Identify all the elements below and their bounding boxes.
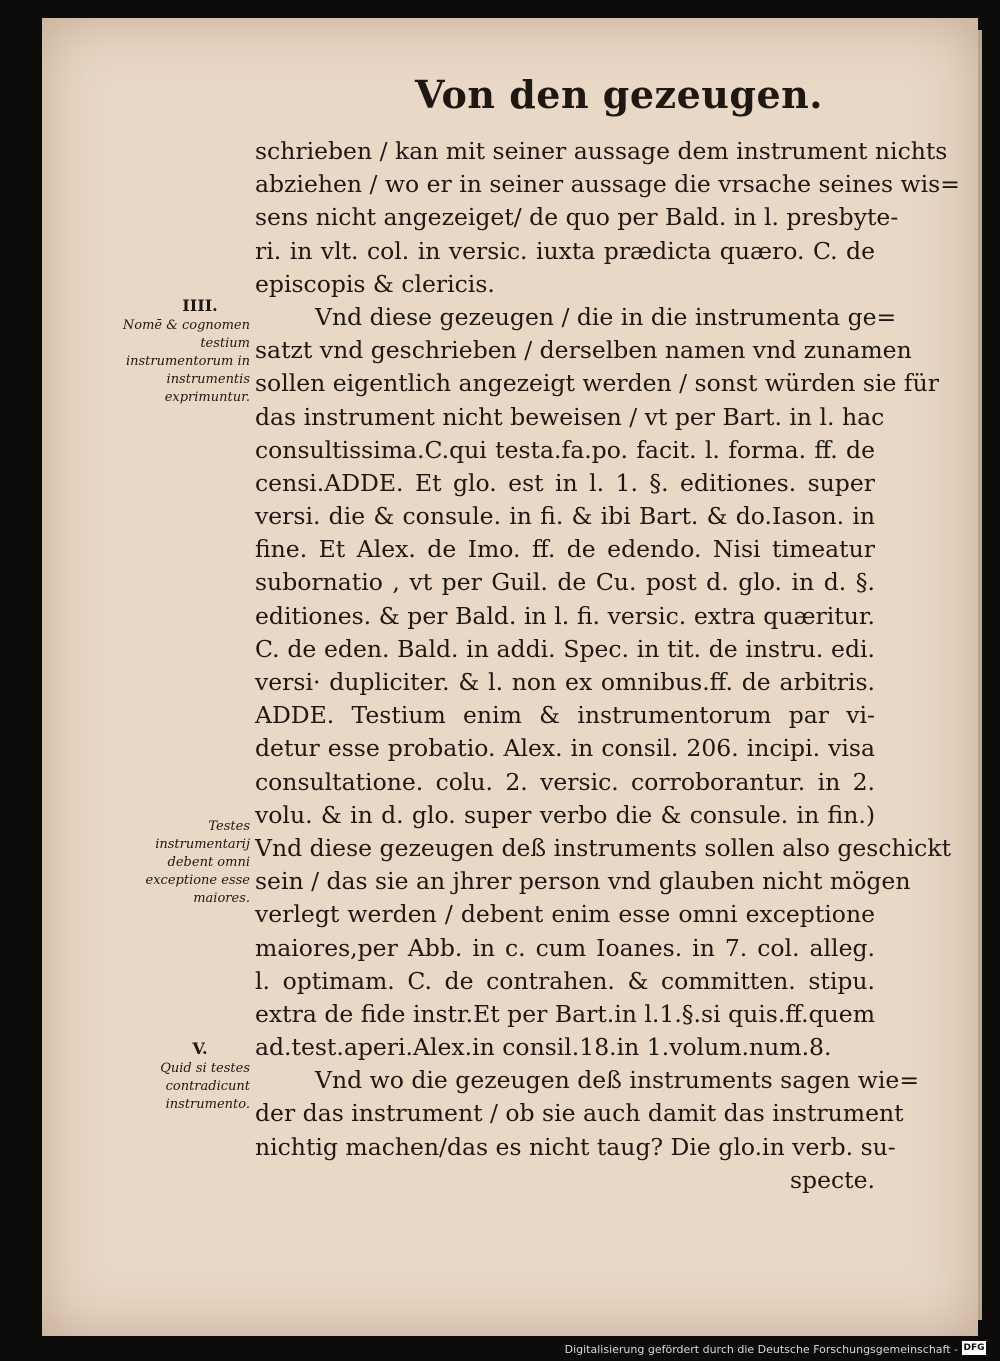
text-line: fine. Et Alex. de Imo. ff. de edendo. Nisi timeatur bbox=[255, 535, 875, 564]
text-line: sein / das sie an jhrer person vnd glauben nicht mögen bbox=[255, 867, 911, 896]
text-line: sollen eigentlich angezeigt werden / sonst würden sie für bbox=[255, 369, 939, 398]
text-line: episcopis & clericis. bbox=[255, 269, 495, 298]
text-line: editiones. & per Bald. in l. fi. versic. extra quæritur. bbox=[255, 601, 875, 630]
text-line: schrieben / kan mit seiner aussage dem instrument nichts bbox=[255, 137, 948, 165]
text-line: ad.test.aperi.Alex.in consil.18.in 1.volum.num.8. bbox=[255, 1033, 832, 1062]
text-line: ri. in vlt. col. in versic. iuxta prædicta quæro. C. de bbox=[255, 236, 875, 265]
text-line: ADDE. Testium enim & instrumentorum par vi- bbox=[255, 701, 875, 730]
text-line: extra de fide instr.Et per Bart.in l.1.§.si quis.ff.quem bbox=[255, 999, 875, 1028]
text-line: detur esse probatio. Alex. in consil. 206. incipi. visa bbox=[255, 734, 875, 763]
text-line: censi.ADDE. Et glo. est in l. 1. §. editiones. super bbox=[255, 468, 875, 497]
funding-credit: Digitalisierung gefördert durch die Deutsche Forschungsgemeinschaft - bbox=[564, 1343, 958, 1356]
margin-note-number: V. bbox=[192, 1039, 208, 1058]
text-line: sens nicht angezeiget/ de quo per Bald. in l. presbyte- bbox=[255, 203, 899, 232]
text-line: l. optimam. C. de contrahen. & committen. stipu. bbox=[255, 966, 875, 995]
text-line: verlegt werden / debent enim esse omni exceptione bbox=[255, 900, 875, 929]
text-line: C. de eden. Bald. in addi. Spec. in tit. de instru. edi. bbox=[255, 634, 875, 663]
text-line: subornatio , vt per Guil. de Cu. post d. glo. in d. §. bbox=[255, 568, 875, 597]
text-line: das instrument nicht beweisen / vt per Bart. in l. hac bbox=[255, 402, 885, 431]
margin-note-text: Nomē & cognomen testium instrumentorum in instrumentis exprimuntur. bbox=[122, 318, 250, 405]
text-line: volu. & in d. glo. super verbo die & consule. in fin.) bbox=[255, 800, 875, 829]
text-line: Vnd diese gezeugen / die in die instrumenta ge= bbox=[315, 302, 897, 331]
text-line: specte. bbox=[790, 1165, 875, 1194]
text-line: abziehen / wo er in seiner aussage die vrsache seines wis= bbox=[255, 170, 960, 199]
text-line: Vnd diese gezeugen deß instruments sollen also geschickt bbox=[255, 833, 952, 862]
text-line: versi. die & consule. in fi. & ibi Bart. & do.Iason. in bbox=[255, 502, 875, 531]
margin-note-2 bbox=[110, 818, 250, 908]
text-line: satzt vnd geschrieben / derselben namen vnd zunamen bbox=[255, 336, 912, 365]
text-line: Vnd wo die gezeugen deß instruments sagen wie= bbox=[315, 1066, 920, 1095]
margin-note-3 bbox=[110, 1040, 250, 1114]
main-text bbox=[255, 135, 960, 1197]
margin-note-text: Testes instrumentarij debent omni exceptione esse maiores. bbox=[145, 819, 250, 906]
text-line: consultissima.C.qui testa.fa.po. facit. l. forma. ff. de bbox=[255, 435, 875, 464]
text-line: maiores,per Abb. in c. cum Ioanes. in 7. col. alleg. bbox=[255, 933, 875, 962]
text-line: der das instrument / ob sie auch damit das instrument bbox=[255, 1099, 904, 1128]
dfg-logo: DFG bbox=[963, 1343, 985, 1353]
text-line: nichtig machen/das es nicht taug? Die glo.in verb. su- bbox=[255, 1132, 896, 1161]
footer-bar bbox=[0, 1336, 1000, 1361]
page-header: Von den gezeugen. bbox=[415, 72, 824, 117]
text-line: consultatione. colu. 2. versic. corroborantur. in 2. bbox=[255, 767, 875, 796]
margin-note-number: IIII. bbox=[182, 296, 218, 315]
text-line: versi· dupliciter. & l. non ex omnibus.ff. de arbitris. bbox=[255, 668, 875, 696]
margin-note-1 bbox=[110, 297, 250, 407]
margin-note-text: Quid si testes contradicunt instrumento. bbox=[160, 1061, 250, 1112]
